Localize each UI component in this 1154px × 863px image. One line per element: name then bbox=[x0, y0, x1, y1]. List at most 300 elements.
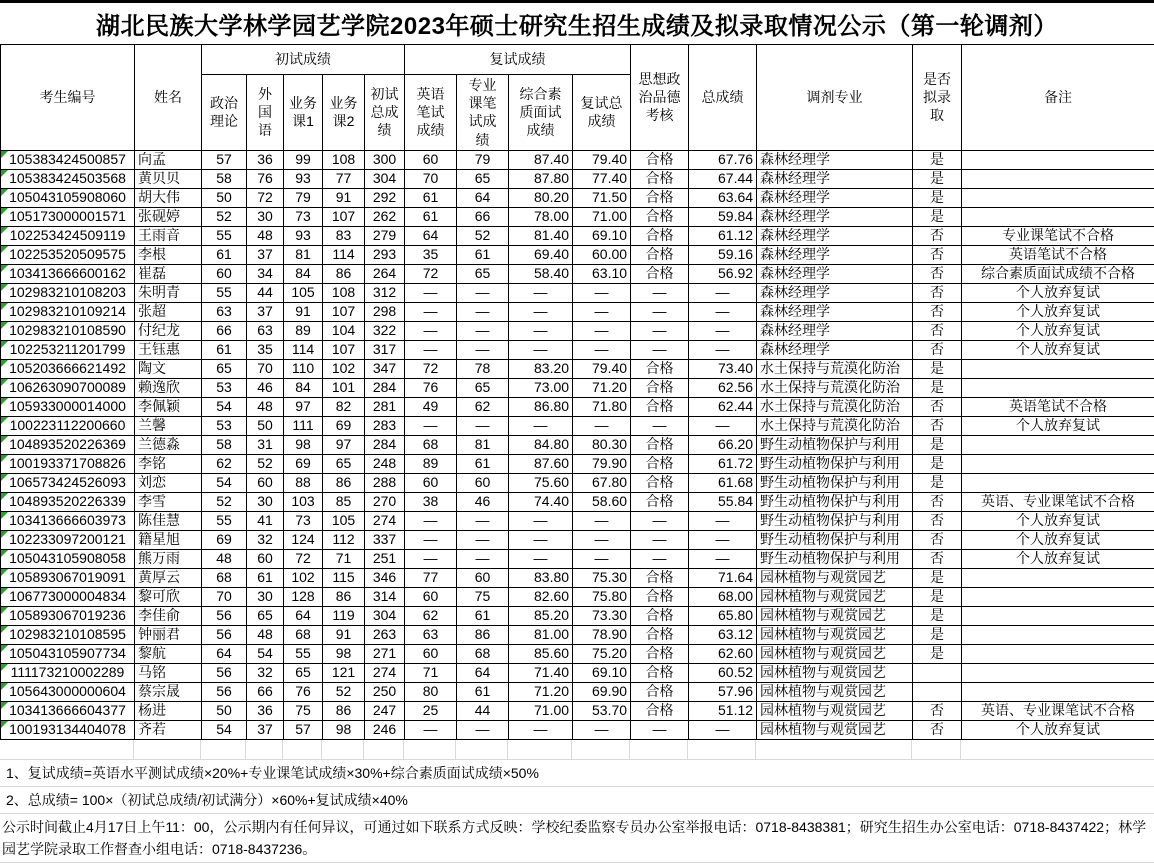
cell-professional-written: 52 bbox=[457, 226, 509, 245]
cell-ideology: 合格 bbox=[631, 663, 689, 682]
cell-major: 森林经理学 bbox=[757, 264, 913, 283]
cell-name: 黄贝贝 bbox=[135, 169, 202, 188]
cell-major: 森林经理学 bbox=[757, 321, 913, 340]
cell-interview: 84.80 bbox=[509, 435, 573, 454]
cell-course1: 97 bbox=[284, 397, 323, 416]
cell-admitted: 是 bbox=[913, 568, 962, 587]
cell-ideology: 合格 bbox=[631, 150, 689, 169]
cell-course1: 57 bbox=[284, 720, 323, 739]
cell-remark: 英语笔试不合格 bbox=[962, 245, 1154, 264]
cell-name: 蔡宗晟 bbox=[135, 682, 202, 701]
col-header-admitted: 是否拟录取 bbox=[913, 45, 962, 151]
cell-major: 园林植物与观赏园艺 bbox=[757, 644, 913, 663]
cell-candidate-no: 100223112200660 bbox=[1, 416, 135, 435]
cell-ideology: 合格 bbox=[631, 568, 689, 587]
cell-candidate-no: 105893067019091 bbox=[1, 568, 135, 587]
cell-english-written: 60 bbox=[405, 150, 457, 169]
cell-total-score: 73.40 bbox=[689, 359, 757, 378]
cell-initial-total: 304 bbox=[365, 169, 405, 188]
cell-course2: 121 bbox=[323, 663, 365, 682]
cell-major: 野生动植物保护与利用 bbox=[757, 492, 913, 511]
cell-candidate-no: 105893067019236 bbox=[1, 606, 135, 625]
cell-admitted: 否 bbox=[913, 416, 962, 435]
cell-english-written: 64 bbox=[405, 226, 457, 245]
cell-professional-written: — bbox=[457, 321, 509, 340]
cell-candidate-no: 102983210108203 bbox=[1, 283, 135, 302]
cell-major: 野生动植物保护与利用 bbox=[757, 435, 913, 454]
cell-total-score: 62.60 bbox=[689, 644, 757, 663]
cell-ideology: 合格 bbox=[631, 245, 689, 264]
cell-initial-total: 246 bbox=[365, 720, 405, 739]
cell-ideology: — bbox=[631, 302, 689, 321]
cell-interview: 86.80 bbox=[509, 397, 573, 416]
cell-english-written: 35 bbox=[405, 245, 457, 264]
cell-professional-written: 68 bbox=[457, 644, 509, 663]
cell-interview: — bbox=[509, 549, 573, 568]
cell-course2: 119 bbox=[323, 606, 365, 625]
col-header-major: 调剂专业 bbox=[757, 45, 913, 151]
cell-candidate-no: 111173210002289 bbox=[1, 663, 135, 682]
grid-cell bbox=[756, 740, 912, 759]
cell-english-written: 72 bbox=[405, 359, 457, 378]
empty-grid-row bbox=[0, 740, 1154, 760]
cell-initial-total: 251 bbox=[365, 549, 405, 568]
cell-admitted: 否 bbox=[913, 245, 962, 264]
cell-total-score: 57.96 bbox=[689, 682, 757, 701]
cell-foreign-language: 31 bbox=[247, 435, 284, 454]
cell-name: 张砚婷 bbox=[135, 207, 202, 226]
table-row bbox=[1, 150, 1154, 169]
cell-admitted: 是 bbox=[913, 169, 962, 188]
cell-politics: 55 bbox=[202, 511, 247, 530]
cell-remark bbox=[962, 663, 1154, 682]
cell-candidate-no: 103413666603973 bbox=[1, 511, 135, 530]
table-row bbox=[1, 701, 1154, 720]
cell-professional-written: — bbox=[457, 511, 509, 530]
cell-foreign-language: 37 bbox=[247, 720, 284, 739]
cell-total-score: 55.84 bbox=[689, 492, 757, 511]
cell-course1: 99 bbox=[284, 150, 323, 169]
cell-professional-written: 64 bbox=[457, 188, 509, 207]
cell-english-written: 72 bbox=[405, 264, 457, 283]
cell-initial-total: 247 bbox=[365, 701, 405, 720]
table-row bbox=[1, 378, 1154, 397]
grid-cell bbox=[961, 740, 1154, 759]
cell-course2: 65 bbox=[323, 454, 365, 473]
cell-initial-total: 284 bbox=[365, 378, 405, 397]
grid-cell bbox=[572, 740, 630, 759]
table-row bbox=[1, 435, 1154, 454]
cell-english-written: — bbox=[405, 416, 457, 435]
cell-initial-total: 283 bbox=[365, 416, 405, 435]
cell-english-written: 60 bbox=[405, 644, 457, 663]
cell-candidate-no: 103413666600162 bbox=[1, 264, 135, 283]
cell-foreign-language: 66 bbox=[247, 682, 284, 701]
cell-remark: 英语、专业课笔试不合格 bbox=[962, 492, 1154, 511]
cell-retest-total: — bbox=[573, 340, 631, 359]
cell-total-score: 60.52 bbox=[689, 663, 757, 682]
cell-course2: 98 bbox=[323, 720, 365, 739]
cell-major: 水土保持与荒漠化防治 bbox=[757, 416, 913, 435]
cell-english-written: 62 bbox=[405, 606, 457, 625]
cell-total-score: 67.44 bbox=[689, 169, 757, 188]
cell-course2: 107 bbox=[323, 340, 365, 359]
cell-interview: 83.20 bbox=[509, 359, 573, 378]
cell-name: 兰德淼 bbox=[135, 435, 202, 454]
cell-remark bbox=[962, 378, 1154, 397]
col-header-professional-written: 专业课笔试成绩 bbox=[457, 75, 509, 151]
cell-foreign-language: 41 bbox=[247, 511, 284, 530]
col-header-course1: 业务课1 bbox=[284, 75, 323, 151]
cell-initial-total: 337 bbox=[365, 530, 405, 549]
cell-total-score: 67.76 bbox=[689, 150, 757, 169]
cell-professional-written: 61 bbox=[457, 606, 509, 625]
cell-candidate-no: 105383424503568 bbox=[1, 169, 135, 188]
cell-politics: 54 bbox=[202, 397, 247, 416]
cell-interview: 71.40 bbox=[509, 663, 573, 682]
cell-major: 野生动植物保护与利用 bbox=[757, 511, 913, 530]
cell-course2: 112 bbox=[323, 530, 365, 549]
cell-ideology: 合格 bbox=[631, 226, 689, 245]
cell-course2: 86 bbox=[323, 473, 365, 492]
cell-politics: 65 bbox=[202, 359, 247, 378]
cell-major: 园林植物与观赏园艺 bbox=[757, 720, 913, 739]
cell-admitted: 是 bbox=[913, 625, 962, 644]
cell-foreign-language: 60 bbox=[247, 549, 284, 568]
cell-interview: 75.60 bbox=[509, 473, 573, 492]
cell-name: 付纪龙 bbox=[135, 321, 202, 340]
cell-interview: 82.60 bbox=[509, 587, 573, 606]
cell-total-score: — bbox=[689, 549, 757, 568]
cell-name: 黎可欣 bbox=[135, 587, 202, 606]
cell-politics: 52 bbox=[202, 207, 247, 226]
cell-politics: 55 bbox=[202, 226, 247, 245]
cell-professional-written: 46 bbox=[457, 492, 509, 511]
cell-foreign-language: 76 bbox=[247, 169, 284, 188]
cell-professional-written: 66 bbox=[457, 207, 509, 226]
cell-english-written: 61 bbox=[405, 188, 457, 207]
cell-retest-total: 69.10 bbox=[573, 663, 631, 682]
cell-interview: 78.00 bbox=[509, 207, 573, 226]
cell-major: 园林植物与观赏园艺 bbox=[757, 663, 913, 682]
cell-foreign-language: 60 bbox=[247, 473, 284, 492]
table-row bbox=[1, 340, 1154, 359]
cell-english-written: 70 bbox=[405, 169, 457, 188]
cell-course2: 85 bbox=[323, 492, 365, 511]
cell-admitted: 否 bbox=[913, 530, 962, 549]
cell-ideology: 合格 bbox=[631, 397, 689, 416]
cell-remark bbox=[962, 359, 1154, 378]
cell-admitted: 是 bbox=[913, 188, 962, 207]
cell-candidate-no: 102983210108590 bbox=[1, 321, 135, 340]
cell-remark: 个人放弃复试 bbox=[962, 530, 1154, 549]
cell-candidate-no: 102253424509119 bbox=[1, 226, 135, 245]
cell-politics: 50 bbox=[202, 188, 247, 207]
cell-candidate-no: 102233097200121 bbox=[1, 530, 135, 549]
cell-remark: 个人放弃复试 bbox=[962, 511, 1154, 530]
cell-foreign-language: 70 bbox=[247, 359, 284, 378]
cell-retest-total: 77.40 bbox=[573, 169, 631, 188]
cell-course1: 73 bbox=[284, 511, 323, 530]
cell-ideology: 合格 bbox=[631, 264, 689, 283]
cell-total-score: 59.84 bbox=[689, 207, 757, 226]
cell-foreign-language: 35 bbox=[247, 340, 284, 359]
cell-name: 杨进 bbox=[135, 701, 202, 720]
cell-politics: 54 bbox=[202, 473, 247, 492]
cell-course1: 98 bbox=[284, 435, 323, 454]
cell-major: 园林植物与观赏园艺 bbox=[757, 625, 913, 644]
table-row bbox=[1, 625, 1154, 644]
cell-foreign-language: 34 bbox=[247, 264, 284, 283]
cell-name: 李雪 bbox=[135, 492, 202, 511]
cell-foreign-language: 30 bbox=[247, 492, 284, 511]
cell-name: 王钰惠 bbox=[135, 340, 202, 359]
cell-name: 王雨音 bbox=[135, 226, 202, 245]
cell-course1: 124 bbox=[284, 530, 323, 549]
cell-initial-total: 274 bbox=[365, 663, 405, 682]
cell-english-written: — bbox=[405, 283, 457, 302]
cell-admitted: 否 bbox=[913, 397, 962, 416]
cell-name: 朱明青 bbox=[135, 283, 202, 302]
cell-initial-total: 314 bbox=[365, 587, 405, 606]
cell-interview: 69.40 bbox=[509, 245, 573, 264]
cell-politics: 66 bbox=[202, 321, 247, 340]
cell-remark: 专业课笔试不合格 bbox=[962, 226, 1154, 245]
cell-major: 森林经理学 bbox=[757, 188, 913, 207]
cell-politics: 58 bbox=[202, 169, 247, 188]
cell-course1: 76 bbox=[284, 682, 323, 701]
cell-admitted: 否 bbox=[913, 701, 962, 720]
cell-course1: 91 bbox=[284, 302, 323, 321]
cell-candidate-no: 102983210108595 bbox=[1, 625, 135, 644]
cell-interview: — bbox=[509, 321, 573, 340]
cell-admitted: 否 bbox=[913, 340, 962, 359]
cell-initial-total: 347 bbox=[365, 359, 405, 378]
cell-total-score: — bbox=[689, 340, 757, 359]
cell-remark bbox=[962, 644, 1154, 663]
cell-politics: 54 bbox=[202, 720, 247, 739]
cell-interview: 80.20 bbox=[509, 188, 573, 207]
cell-course2: 86 bbox=[323, 701, 365, 720]
cell-name: 赖逸欣 bbox=[135, 378, 202, 397]
cell-course2: 52 bbox=[323, 682, 365, 701]
cell-professional-written: — bbox=[457, 416, 509, 435]
cell-course2: 77 bbox=[323, 169, 365, 188]
cell-name: 黎航 bbox=[135, 644, 202, 663]
cell-professional-written: — bbox=[457, 302, 509, 321]
cell-major: 园林植物与观赏园艺 bbox=[757, 587, 913, 606]
cell-english-written: 71 bbox=[405, 663, 457, 682]
table-row bbox=[1, 245, 1154, 264]
cell-foreign-language: 32 bbox=[247, 530, 284, 549]
cell-admitted: 否 bbox=[913, 720, 962, 739]
cell-politics: 61 bbox=[202, 245, 247, 264]
cell-name: 熊万雨 bbox=[135, 549, 202, 568]
cell-interview: — bbox=[509, 302, 573, 321]
cell-major: 森林经理学 bbox=[757, 207, 913, 226]
cell-initial-total: 271 bbox=[365, 644, 405, 663]
cell-interview: — bbox=[509, 511, 573, 530]
cell-professional-written: 65 bbox=[457, 169, 509, 188]
cell-remark bbox=[962, 207, 1154, 226]
cell-course1: 89 bbox=[284, 321, 323, 340]
cell-remark bbox=[962, 587, 1154, 606]
cell-retest-total: — bbox=[573, 720, 631, 739]
table-row bbox=[1, 644, 1154, 663]
cell-course1: 73 bbox=[284, 207, 323, 226]
cell-remark bbox=[962, 625, 1154, 644]
cell-retest-total: 60.00 bbox=[573, 245, 631, 264]
cell-retest-total: 75.80 bbox=[573, 587, 631, 606]
cell-course2: 115 bbox=[323, 568, 365, 587]
col-header-ideology: 思想政治品德考核 bbox=[631, 45, 689, 151]
admission-scores-table bbox=[0, 44, 1154, 740]
cell-total-score: 65.80 bbox=[689, 606, 757, 625]
cell-candidate-no: 100193371708826 bbox=[1, 454, 135, 473]
cell-retest-total: 53.70 bbox=[573, 701, 631, 720]
cell-initial-total: 250 bbox=[365, 682, 405, 701]
cell-professional-written: — bbox=[457, 340, 509, 359]
cell-total-score: 51.12 bbox=[689, 701, 757, 720]
cell-name: 齐若 bbox=[135, 720, 202, 739]
cell-course2: 86 bbox=[323, 587, 365, 606]
table-row bbox=[1, 188, 1154, 207]
cell-candidate-no: 102253211201799 bbox=[1, 340, 135, 359]
cell-english-written: 68 bbox=[405, 435, 457, 454]
cell-admitted bbox=[913, 663, 962, 682]
cell-major: 森林经理学 bbox=[757, 283, 913, 302]
cell-foreign-language: 36 bbox=[247, 150, 284, 169]
cell-name: 籍星旭 bbox=[135, 530, 202, 549]
grid-cell bbox=[912, 740, 961, 759]
cell-name: 李根 bbox=[135, 245, 202, 264]
cell-name: 李铭 bbox=[135, 454, 202, 473]
cell-foreign-language: 48 bbox=[247, 625, 284, 644]
cell-retest-total: — bbox=[573, 302, 631, 321]
cell-major: 水土保持与荒漠化防治 bbox=[757, 359, 913, 378]
grid-cell bbox=[456, 740, 508, 759]
cell-retest-total: — bbox=[573, 511, 631, 530]
cell-course1: 65 bbox=[284, 663, 323, 682]
cell-total-score: — bbox=[689, 416, 757, 435]
cell-remark: 个人放弃复试 bbox=[962, 302, 1154, 321]
cell-ideology: 合格 bbox=[631, 492, 689, 511]
cell-ideology: 合格 bbox=[631, 587, 689, 606]
cell-professional-written: 61 bbox=[457, 245, 509, 264]
cell-admitted: 是 bbox=[913, 150, 962, 169]
cell-retest-total: — bbox=[573, 283, 631, 302]
col-group-retest-scores: 复试成绩 bbox=[405, 45, 631, 75]
grid-cell bbox=[246, 740, 283, 759]
col-header-initial-total: 初试总成绩 bbox=[365, 75, 405, 151]
cell-total-score: 61.68 bbox=[689, 473, 757, 492]
cell-course1: 69 bbox=[284, 454, 323, 473]
cell-major: 野生动植物保护与利用 bbox=[757, 530, 913, 549]
cell-english-written: 38 bbox=[405, 492, 457, 511]
cell-course1: 93 bbox=[284, 226, 323, 245]
grid-cell bbox=[0, 740, 134, 759]
cell-course1: 93 bbox=[284, 169, 323, 188]
cell-politics: 69 bbox=[202, 530, 247, 549]
cell-retest-total: 58.60 bbox=[573, 492, 631, 511]
cell-total-score: — bbox=[689, 720, 757, 739]
cell-professional-written: 60 bbox=[457, 568, 509, 587]
cell-course2: 97 bbox=[323, 435, 365, 454]
cell-name: 刘恋 bbox=[135, 473, 202, 492]
cell-admitted: 是 bbox=[913, 435, 962, 454]
cell-course2: 69 bbox=[323, 416, 365, 435]
col-header-foreign-language: 外国语 bbox=[247, 75, 284, 151]
table-row bbox=[1, 264, 1154, 283]
cell-politics: 68 bbox=[202, 568, 247, 587]
cell-interview: 83.80 bbox=[509, 568, 573, 587]
cell-politics: 53 bbox=[202, 378, 247, 397]
cell-interview: 74.40 bbox=[509, 492, 573, 511]
cell-total-score: 63.12 bbox=[689, 625, 757, 644]
grid-cell bbox=[688, 740, 756, 759]
cell-admitted: 否 bbox=[913, 511, 962, 530]
cell-admitted: 是 bbox=[913, 378, 962, 397]
cell-candidate-no: 104893520226369 bbox=[1, 435, 135, 454]
cell-initial-total: 300 bbox=[365, 150, 405, 169]
cell-politics: 55 bbox=[202, 283, 247, 302]
cell-candidate-no: 106573424526093 bbox=[1, 473, 135, 492]
col-header-interview: 综合素质面试成绩 bbox=[509, 75, 573, 151]
cell-total-score: — bbox=[689, 283, 757, 302]
col-header-politics: 政治理论 bbox=[202, 75, 247, 151]
cell-remark: 个人放弃复试 bbox=[962, 321, 1154, 340]
cell-admitted: 是 bbox=[913, 587, 962, 606]
cell-foreign-language: 37 bbox=[247, 302, 284, 321]
col-header-course2: 业务课2 bbox=[323, 75, 365, 151]
cell-ideology: 合格 bbox=[631, 606, 689, 625]
cell-total-score: — bbox=[689, 321, 757, 340]
cell-initial-total: 292 bbox=[365, 188, 405, 207]
grid-cell bbox=[364, 740, 404, 759]
cell-english-written: 80 bbox=[405, 682, 457, 701]
col-header-candidate-no: 考生编号 bbox=[1, 45, 135, 151]
cell-ideology: 合格 bbox=[631, 435, 689, 454]
cell-total-score: 61.12 bbox=[689, 226, 757, 245]
cell-remark bbox=[962, 169, 1154, 188]
cell-name: 陶文 bbox=[135, 359, 202, 378]
cell-interview: — bbox=[509, 283, 573, 302]
cell-course1: 55 bbox=[284, 644, 323, 663]
cell-professional-written: 65 bbox=[457, 264, 509, 283]
cell-total-score: 62.56 bbox=[689, 378, 757, 397]
cell-total-score: 62.44 bbox=[689, 397, 757, 416]
cell-foreign-language: 46 bbox=[247, 378, 284, 397]
cell-name: 兰馨 bbox=[135, 416, 202, 435]
cell-admitted: 是 bbox=[913, 359, 962, 378]
cell-course2: 91 bbox=[323, 188, 365, 207]
cell-retest-total: 78.90 bbox=[573, 625, 631, 644]
table-row bbox=[1, 606, 1154, 625]
cell-initial-total: 317 bbox=[365, 340, 405, 359]
cell-politics: 58 bbox=[202, 435, 247, 454]
cell-course2: 83 bbox=[323, 226, 365, 245]
cell-remark: 个人放弃复试 bbox=[962, 416, 1154, 435]
cell-interview: 87.80 bbox=[509, 169, 573, 188]
cell-retest-total: — bbox=[573, 321, 631, 340]
cell-politics: 56 bbox=[202, 663, 247, 682]
cell-initial-total: 298 bbox=[365, 302, 405, 321]
cell-ideology: 合格 bbox=[631, 644, 689, 663]
table-row bbox=[1, 359, 1154, 378]
cell-major: 森林经理学 bbox=[757, 150, 913, 169]
grid-cell bbox=[201, 740, 246, 759]
cell-interview: 85.60 bbox=[509, 644, 573, 663]
